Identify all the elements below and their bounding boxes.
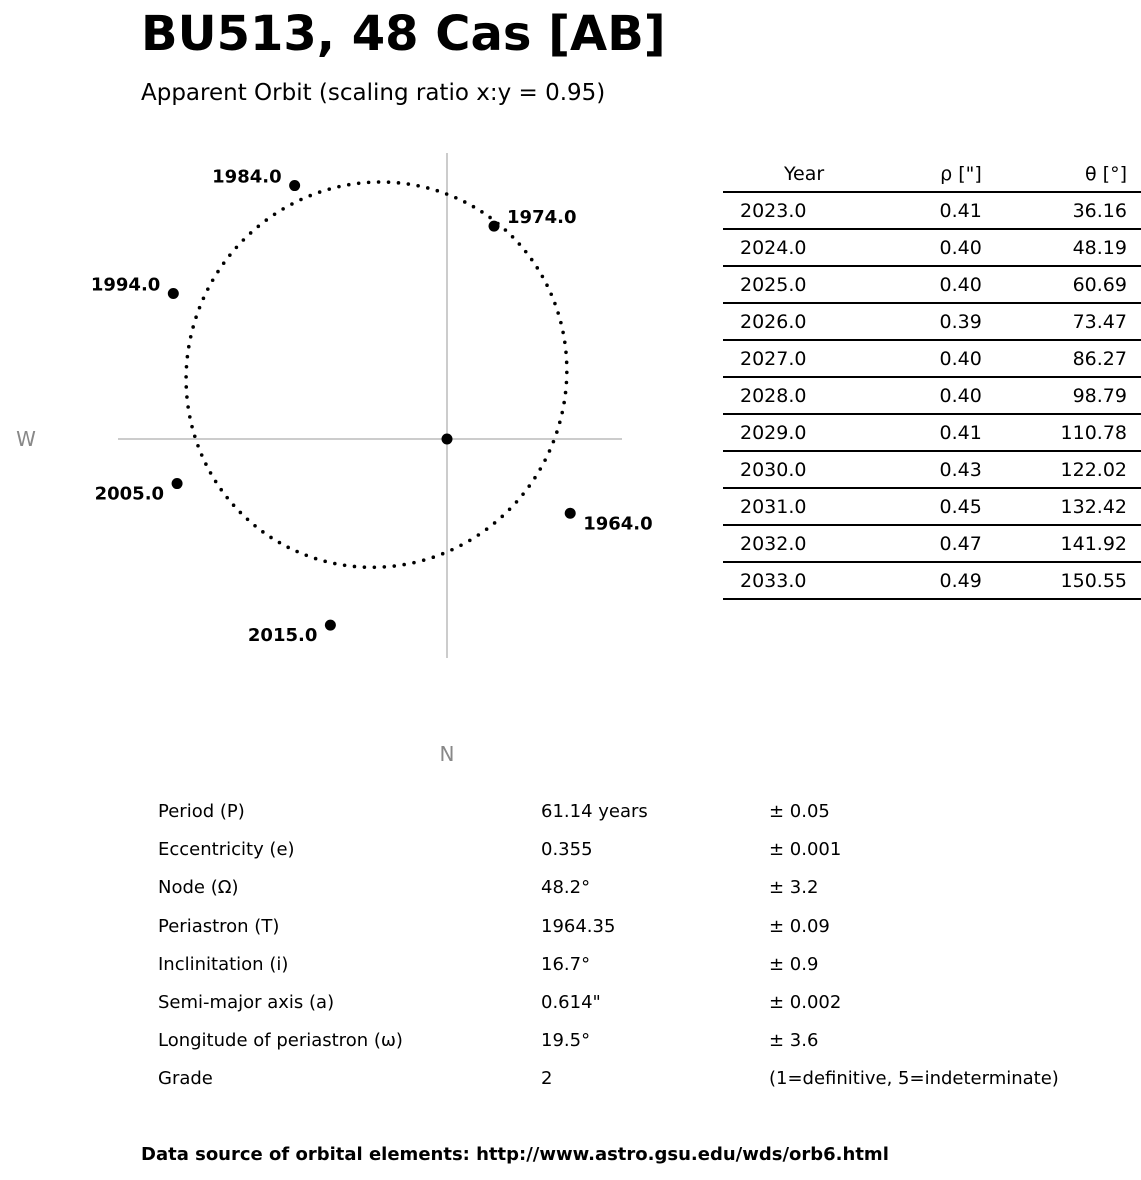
element-error: ± 3.6 <box>769 1030 819 1052</box>
orbit-dot <box>431 555 435 559</box>
orbit-dot <box>273 212 277 216</box>
element-name: Period (P) <box>158 801 245 822</box>
ephemeris-row <box>723 192 1141 229</box>
orbit-dot <box>202 297 206 301</box>
element-name: Periastron (T) <box>158 915 280 937</box>
orbit-dot <box>565 361 569 365</box>
orbit-dot <box>193 435 197 439</box>
ephemeris-header-row <box>723 156 1141 192</box>
epoch-label: 2015.0 <box>247 625 318 647</box>
ephemeris-rho: 0.40 <box>885 229 982 266</box>
orbit-dot <box>353 565 357 569</box>
orbit-dot <box>545 283 549 287</box>
orbit-dot <box>211 278 215 282</box>
epoch-point <box>565 508 576 519</box>
ephemeris-theta: 110.78 <box>982 414 1141 451</box>
ephemeris-row <box>723 451 1141 488</box>
compass-north-label: N <box>439 742 455 766</box>
orbit-dot <box>407 182 411 186</box>
orbit-dot <box>257 225 261 229</box>
element-value: 2 <box>541 1068 553 1090</box>
ephemeris-theta: 86.27 <box>982 340 1141 377</box>
orbit-dot <box>235 246 239 250</box>
epoch-point <box>289 180 300 191</box>
orbit-dot <box>426 186 430 190</box>
orbit-dot <box>560 411 564 415</box>
ephemeris-rho: 0.40 <box>885 266 982 303</box>
orbit-dot <box>552 440 556 444</box>
orbit-dot <box>559 321 563 325</box>
element-value: 19.5° <box>541 1030 591 1052</box>
ephemeris-rho: 0.45 <box>885 488 982 525</box>
element-name: Semi-major axis (a) <box>158 991 335 1013</box>
orbit-dot <box>445 192 449 196</box>
orbit-dot <box>253 524 257 528</box>
orbit-dot <box>269 536 273 540</box>
orbit-dot <box>564 391 568 395</box>
orbit-dot <box>264 218 268 222</box>
orbit-dot <box>549 292 553 296</box>
orbit-dot <box>500 515 504 519</box>
orbit-dot <box>194 315 198 319</box>
orbit-dot <box>190 425 194 429</box>
orbit-dot <box>206 287 210 291</box>
orbit-dot <box>314 557 318 561</box>
orbit-dot <box>242 238 246 242</box>
epoch-label: 1964.0 <box>583 513 653 535</box>
orbit-dot <box>200 453 204 457</box>
orbit-dot <box>459 543 463 547</box>
orbit-dot <box>308 194 312 198</box>
orbit-dot <box>216 270 220 274</box>
orbit-dot <box>228 253 232 257</box>
ephemeris-year: 2032.0 <box>723 525 885 562</box>
chart-title: BU513, 48 Cas [AB] <box>141 6 666 62</box>
ephemeris-theta: 73.47 <box>982 303 1141 340</box>
ephemeris-year: 2028.0 <box>723 377 885 414</box>
orbit-dot <box>337 185 341 189</box>
epoch-point <box>172 478 183 489</box>
compass-west-label: W <box>16 427 36 451</box>
ephemeris-year: 2027.0 <box>723 340 885 377</box>
orbit-dot <box>463 200 467 204</box>
element-error: ± 0.001 <box>769 839 842 861</box>
ephemeris-rho: 0.49 <box>885 562 982 599</box>
orbit-dot <box>477 533 481 537</box>
ephemeris-year: 2030.0 <box>723 451 885 488</box>
element-value: 61.14 years <box>541 801 648 822</box>
element-value: 16.7° <box>541 953 591 975</box>
ephemeris-year: 2026.0 <box>723 303 885 340</box>
orbit-dot <box>392 564 396 568</box>
orbit-dot <box>214 480 218 484</box>
orbit-dot <box>450 548 454 552</box>
ephemeris-row <box>723 414 1141 451</box>
element-value: 0.614" <box>541 991 601 1013</box>
orbit-dot <box>435 189 439 193</box>
orbit-dot <box>373 566 377 570</box>
orbit-dot <box>299 198 303 202</box>
orbit-dot <box>553 302 557 306</box>
orbit-dot <box>521 492 525 496</box>
element-error: ± 3.2 <box>769 877 819 899</box>
orbit-dot <box>188 415 192 419</box>
orbit-dot <box>488 216 492 220</box>
ephemeris-row <box>723 488 1141 525</box>
orbit-dot <box>239 511 243 515</box>
ephemeris-row <box>723 377 1141 414</box>
orbit-dot <box>186 405 190 409</box>
ephemeris-theta: 48.19 <box>982 229 1141 266</box>
ephemeris-row <box>723 562 1141 599</box>
orbit-dot <box>363 565 367 569</box>
ephemeris-theta: 60.69 <box>982 266 1141 303</box>
orbit-dot <box>508 508 512 512</box>
orbit-dot <box>548 449 552 453</box>
orbit-dot <box>493 521 497 525</box>
orbit-dot <box>558 421 562 425</box>
orbit-dot <box>533 476 537 480</box>
orbit-dot <box>198 306 202 310</box>
orbit-dot <box>504 228 508 232</box>
ephemeris-theta: 98.79 <box>982 377 1141 414</box>
orbit-dot <box>527 484 531 488</box>
orbit-dot <box>232 503 236 507</box>
orbit-dot <box>402 563 406 567</box>
orbit-dot <box>343 563 347 567</box>
orbit-dot <box>565 381 569 385</box>
orbit-dot <box>225 496 229 500</box>
orbit-dot <box>196 444 200 448</box>
ephemeris-theta: 150.55 <box>982 562 1141 599</box>
orbit-dot <box>454 196 458 200</box>
orbit-dot <box>323 560 327 564</box>
orbit-dot <box>304 554 308 558</box>
orbit-dot <box>184 385 188 389</box>
orbit-dot <box>564 350 568 354</box>
orbit-dot <box>286 546 290 550</box>
orbit-dot <box>468 539 472 543</box>
orbit-dot <box>333 562 337 566</box>
ephemeris-theta: 36.16 <box>982 192 1141 229</box>
orbit-dot <box>441 552 445 556</box>
chart-subtitle: Apparent Orbit (scaling ratio x:y = 0.95) <box>141 80 606 106</box>
orbit-dot <box>480 210 484 214</box>
ephemeris-row <box>723 266 1141 303</box>
orbit-dot <box>295 550 299 554</box>
orbit-dot <box>511 235 515 239</box>
orbit-dot <box>538 467 542 471</box>
epoch-label: 1994.0 <box>90 274 161 296</box>
element-error: ± 0.9 <box>769 953 819 975</box>
element-error: ± 0.002 <box>769 991 842 1013</box>
ephemeris-row <box>723 340 1141 377</box>
ephemeris-rho: 0.40 <box>885 377 982 414</box>
ephemeris-table <box>723 156 1141 600</box>
orbit-dot <box>485 527 489 531</box>
orbit-dot <box>562 401 566 405</box>
orbit-dot <box>187 345 191 349</box>
ephemeris-year: 2025.0 <box>723 266 885 303</box>
orbit-dot <box>412 561 416 565</box>
orbit-dot <box>204 462 208 466</box>
orbit-dot <box>367 181 371 185</box>
orbit-plot <box>0 130 700 780</box>
orbit-dot <box>184 375 188 379</box>
orbit-dot <box>541 275 545 279</box>
primary-star-marker <box>442 434 453 445</box>
orbit-dot <box>249 231 253 235</box>
ephemeris-header-year: Year <box>723 156 885 192</box>
orbit-dot <box>189 335 193 339</box>
orbit-dot <box>219 488 223 492</box>
orbit-dot <box>472 205 476 209</box>
element-value: 1964.35 <box>541 915 616 937</box>
ephemeris-year: 2023.0 <box>723 192 885 229</box>
orbit-dot <box>222 261 226 265</box>
element-name: Node (Ω) <box>158 877 239 899</box>
orbit-dot <box>186 355 190 359</box>
orbit-dot <box>515 500 519 504</box>
orbit-dot <box>565 371 569 375</box>
epoch-point <box>168 288 179 299</box>
orbit-dot <box>327 187 331 191</box>
orbit-dot <box>556 311 560 315</box>
orbit-dot <box>377 180 381 184</box>
orbit-dot <box>357 181 361 185</box>
element-name: Eccentricity (e) <box>158 839 295 861</box>
ephemeris-year: 2033.0 <box>723 562 885 599</box>
orbit-dot <box>397 181 401 185</box>
orbit-dot <box>278 541 282 545</box>
ephemeris-theta: 122.02 <box>982 451 1141 488</box>
epoch-label: 2005.0 <box>94 483 165 505</box>
orbit-dot <box>383 565 387 569</box>
element-value: 0.355 <box>541 839 593 861</box>
ephemeris-rho: 0.47 <box>885 525 982 562</box>
orbit-dot <box>535 266 539 270</box>
ephemeris-rho: 0.43 <box>885 451 982 488</box>
orbit-dot <box>191 325 195 329</box>
orbit-dot <box>185 365 189 369</box>
element-error: ± 0.05 <box>769 801 830 822</box>
ephemeris-rho: 0.40 <box>885 340 982 377</box>
element-name: Longitude of periastron (ω) <box>158 1030 403 1052</box>
orbit-dot <box>530 258 534 262</box>
element-name: Grade <box>158 1068 213 1090</box>
epoch-label: 1984.0 <box>212 166 282 188</box>
element-error: ± 0.09 <box>769 915 830 937</box>
ephemeris-rho: 0.41 <box>885 414 982 451</box>
ephemeris-theta: 141.92 <box>982 525 1141 562</box>
ephemeris-row <box>723 303 1141 340</box>
orbit-dot <box>246 518 250 522</box>
ephemeris-year: 2024.0 <box>723 229 885 266</box>
orbit-dot <box>347 183 351 187</box>
ephemeris-header-rho: ρ ["] <box>885 156 982 192</box>
orbit-dot <box>416 184 420 188</box>
orbit-dot <box>555 430 559 434</box>
ephemeris-year: 2029.0 <box>723 414 885 451</box>
orbit-dot <box>422 558 426 562</box>
orbit-dot <box>209 471 213 475</box>
orbit-dot <box>518 242 522 246</box>
ephemeris-rho: 0.39 <box>885 303 982 340</box>
ephemeris-row <box>723 525 1141 562</box>
ephemeris-header-theta: θ [°] <box>982 156 1141 192</box>
ephemeris-rho: 0.41 <box>885 192 982 229</box>
ephemeris-year: 2031.0 <box>723 488 885 525</box>
orbit-dot <box>290 202 294 206</box>
orbit-dot <box>524 250 528 254</box>
orbit-dot <box>563 341 567 345</box>
orbit-dot <box>185 395 189 399</box>
orbit-dot <box>318 190 322 194</box>
epoch-label: 1974.0 <box>507 207 577 229</box>
orbit-dot <box>387 180 391 184</box>
orbit-dot <box>561 331 565 335</box>
element-value: 48.2° <box>541 877 591 899</box>
element-name: Inclinitation (i) <box>158 953 289 975</box>
epoch-point <box>489 221 500 232</box>
orbit-dot <box>281 207 285 211</box>
element-error: (1=definitive, 5=indeterminate) <box>769 1068 1059 1090</box>
ephemeris-row <box>723 229 1141 266</box>
data-source-note: Data source of orbital elements: http://www.astro.gsu.edu/wds/orb6.html <box>141 1144 889 1165</box>
ephemeris-theta: 132.42 <box>982 488 1141 525</box>
orbit-dot <box>543 458 547 462</box>
epoch-point <box>325 620 336 631</box>
orbit-dot <box>261 530 265 534</box>
